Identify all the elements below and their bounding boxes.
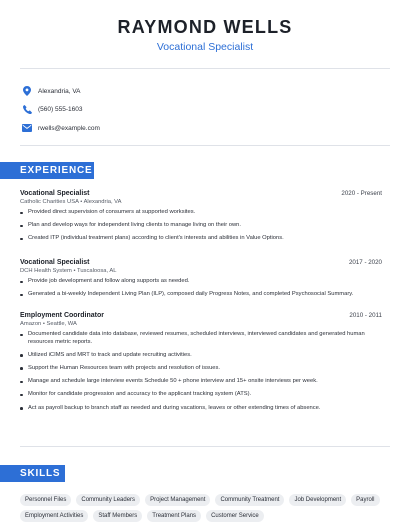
job-entry-3 [20,312,382,418]
contact-email-text: rwells@example.com [38,124,100,132]
resume-header [0,16,410,54]
candidate-role: Vocational Specialist [156,41,254,53]
candidate-name: RAYMOND WELLS [117,17,293,37]
skill-chip: Personnel Files [20,494,71,506]
job-employer: DCH Health System • Tuscaloosa, AL [20,268,117,274]
job-bullet: Monitor for candidate progression and accuracy to the applicant tracking system (ATS). [20,391,382,399]
skills-section-heading: SKILLS [0,465,65,482]
job-title: Vocational Specialist [20,259,90,266]
skill-chip: Customer Service [206,510,264,522]
map-pin-icon [22,86,32,96]
job-bullet: Documented candidate data into database, reviewed resumes, scheduled interviews, interviewed candidates and generated human resources metric reports. [20,331,382,346]
job-bullet: Act as payroll backup to branch staff as needed and during vacations, leaves or other extending times of absence. [20,405,382,413]
job-entry-2 [20,259,382,304]
job-bullet: Utilized iCIMS and MRT to track and update recruiting activities. [20,352,382,360]
job-bullet: Plan and develop ways for independent living clients to manage living on their own. [20,222,382,230]
phone-icon [22,105,32,115]
job-bullet: Provided direct supervision of consumers at supported worksites. [20,209,382,217]
job-bullets [20,331,382,412]
experience-divider [20,446,390,447]
contact-location [22,82,100,100]
skill-chip: Project Management [145,494,210,506]
skill-chip: Employment Activities [20,510,88,522]
contact-phone [22,101,100,119]
skill-chip: Community Leaders [76,494,140,506]
job-employer: Catholic Charities USA • Alexandria, VA [20,199,122,205]
job-entry-1 [20,190,382,249]
job-bullets [20,209,382,243]
skill-chip: Payroll [351,494,379,506]
contact-divider [20,145,390,146]
contact-location-text: Alexandria, VA [38,87,81,95]
job-bullet: Support the Human Resources team with projects and resolution of issues. [20,365,382,373]
job-title: Employment Coordinator [20,312,105,319]
skill-chip: Job Development [289,494,346,506]
job-dates: 2017 - 2020 [348,259,382,266]
contact-email [22,119,100,137]
skill-chip: Staff Members [93,510,142,522]
contact-list [22,82,100,138]
job-employer: Amazon • Seattle, WA [20,321,77,327]
job-bullet: Generated a bi-weekly Independent Living Plan (ILP), composed daily Progress Notes, and completed Psychosocial Summary. [20,291,382,299]
skills-row [20,510,392,522]
job-dates: 2020 - Present [341,190,382,197]
job-title: Vocational Specialist [20,190,90,197]
job-bullet: Manage and schedule large interview events Schedule 50 + phone interview and 15+ onsite interviews per week. [20,378,382,386]
skills-list [20,494,392,526]
job-dates: 2010 - 2011 [349,312,382,319]
job-bullets [20,278,382,299]
envelope-icon [22,123,32,133]
skill-chip: Community Treatment [215,494,284,506]
job-bullet: Provide job development and follow along supports as needed. [20,278,382,286]
skill-chip: Treatment Plans [147,510,201,522]
header-divider [20,68,390,69]
experience-section-heading: EXPERIENCE [0,162,94,179]
skills-row [20,494,392,506]
job-bullet: Created ITP (individual treatment plans) according to client's interests and abilities in Value Options. [20,235,382,243]
contact-phone-text: (560) 555-1603 [38,106,83,113]
